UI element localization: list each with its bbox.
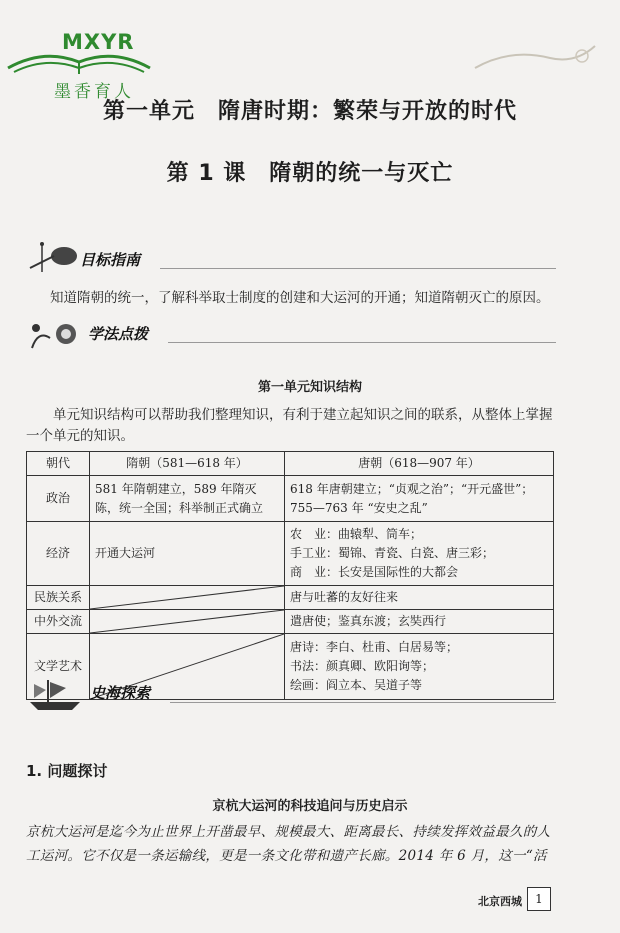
tang-line: 唐诗：李白、杜甫、白居易等； <box>290 640 459 654</box>
empty-diagonal-cell <box>90 586 285 610</box>
logo-brand: MXYR <box>62 30 135 54</box>
tang-cell: 遣唐使；鉴真东渡；玄奘西行 <box>285 610 554 634</box>
structure-intro: 单元知识结构可以帮助我们整理知识，有利于建立起知识之间的联系，从整体上掌握一个单元的知识。 <box>26 407 553 444</box>
sui-cell: 581 年隋朝建立，589 年隋灭陈，统一全国；科举制正式确立 <box>90 476 285 522</box>
row-label: 经济 <box>27 522 90 586</box>
goal-text: 知道隋朝的统一，了解科举取士制度的创建和大运河的开通；知道隋朝灭亡的原因。 <box>50 290 550 306</box>
tang-cell <box>285 634 554 700</box>
tang-line: 618 年唐朝建立；“贞观之治”；“开元盛世”； <box>290 481 534 496</box>
table-row <box>27 586 554 610</box>
table-row <box>27 610 554 634</box>
goal-section-title: 目标指南 <box>80 251 141 269</box>
divider <box>168 342 556 343</box>
row-label: 中外交流 <box>27 610 90 634</box>
sui-cell: 开通大运河 <box>90 522 285 586</box>
article-body: 京杭大运河是迄今为止世界上开凿最早、规模最大、距离最长、持续发挥效益最久的人工运河。它不仅是一条运输线，更是一条文化带和遗产长廊。2014 年 6 月，这一“活 <box>26 824 551 864</box>
book-logo-icon <box>4 44 154 78</box>
header-ornament <box>470 38 600 78</box>
empty-diagonal-cell <box>90 610 285 634</box>
knowledge-table <box>26 451 554 700</box>
lesson-title: 第 1 课 隋朝的统一与灭亡 <box>166 161 454 186</box>
divider <box>170 702 556 703</box>
page-number: 1 <box>527 887 551 911</box>
method-section-title: 学法点拨 <box>88 325 149 343</box>
row-label: 民族关系 <box>27 586 90 610</box>
tang-line: 绘画：阎立本、吴道子等 <box>290 678 423 692</box>
table-row <box>27 476 554 522</box>
tang-line: 书法：颜真卿、欧阳询等； <box>290 659 435 673</box>
logo-name: 墨香育人 <box>54 82 134 102</box>
tang-line: 商 业：长安是国际性的大都会 <box>290 565 459 579</box>
tang-cell <box>285 476 554 522</box>
header-tang: 唐朝（618—907 年） <box>285 452 554 476</box>
tang-line: 农 业：曲辕犁、筒车； <box>290 527 423 541</box>
tang-line: 手工业：蜀锦、青瓷、白瓷、唐三彩； <box>290 546 495 560</box>
explore-section-title: 史海探索 <box>90 684 151 702</box>
header-dynasty: 朝代 <box>27 452 90 476</box>
row-label: 文学艺术 <box>27 634 90 700</box>
tang-cell: 唐与吐蕃的友好往来 <box>285 586 554 610</box>
scholar-icon <box>26 318 80 354</box>
table-row <box>27 522 554 586</box>
structure-heading: 第一单元知识结构 <box>257 380 362 395</box>
question-title: 1. 问题探讨 <box>26 762 108 780</box>
header-sui: 隋朝（581—618 年） <box>90 452 285 476</box>
telescope-icon <box>24 238 78 274</box>
row-label: 政治 <box>27 476 90 522</box>
article-title: 京杭大运河的科技追问与历史启示 <box>212 799 408 814</box>
table-header-row <box>27 452 554 476</box>
unit-title: 第一单元 隋唐时期：繁荣与开放的时代 <box>102 99 517 124</box>
footer-label: 北京西城 <box>478 895 522 908</box>
divider <box>160 268 556 269</box>
tang-line: 755—763 年 “安史之乱” <box>290 500 428 515</box>
ship-icon <box>26 676 84 714</box>
tang-cell <box>285 522 554 586</box>
